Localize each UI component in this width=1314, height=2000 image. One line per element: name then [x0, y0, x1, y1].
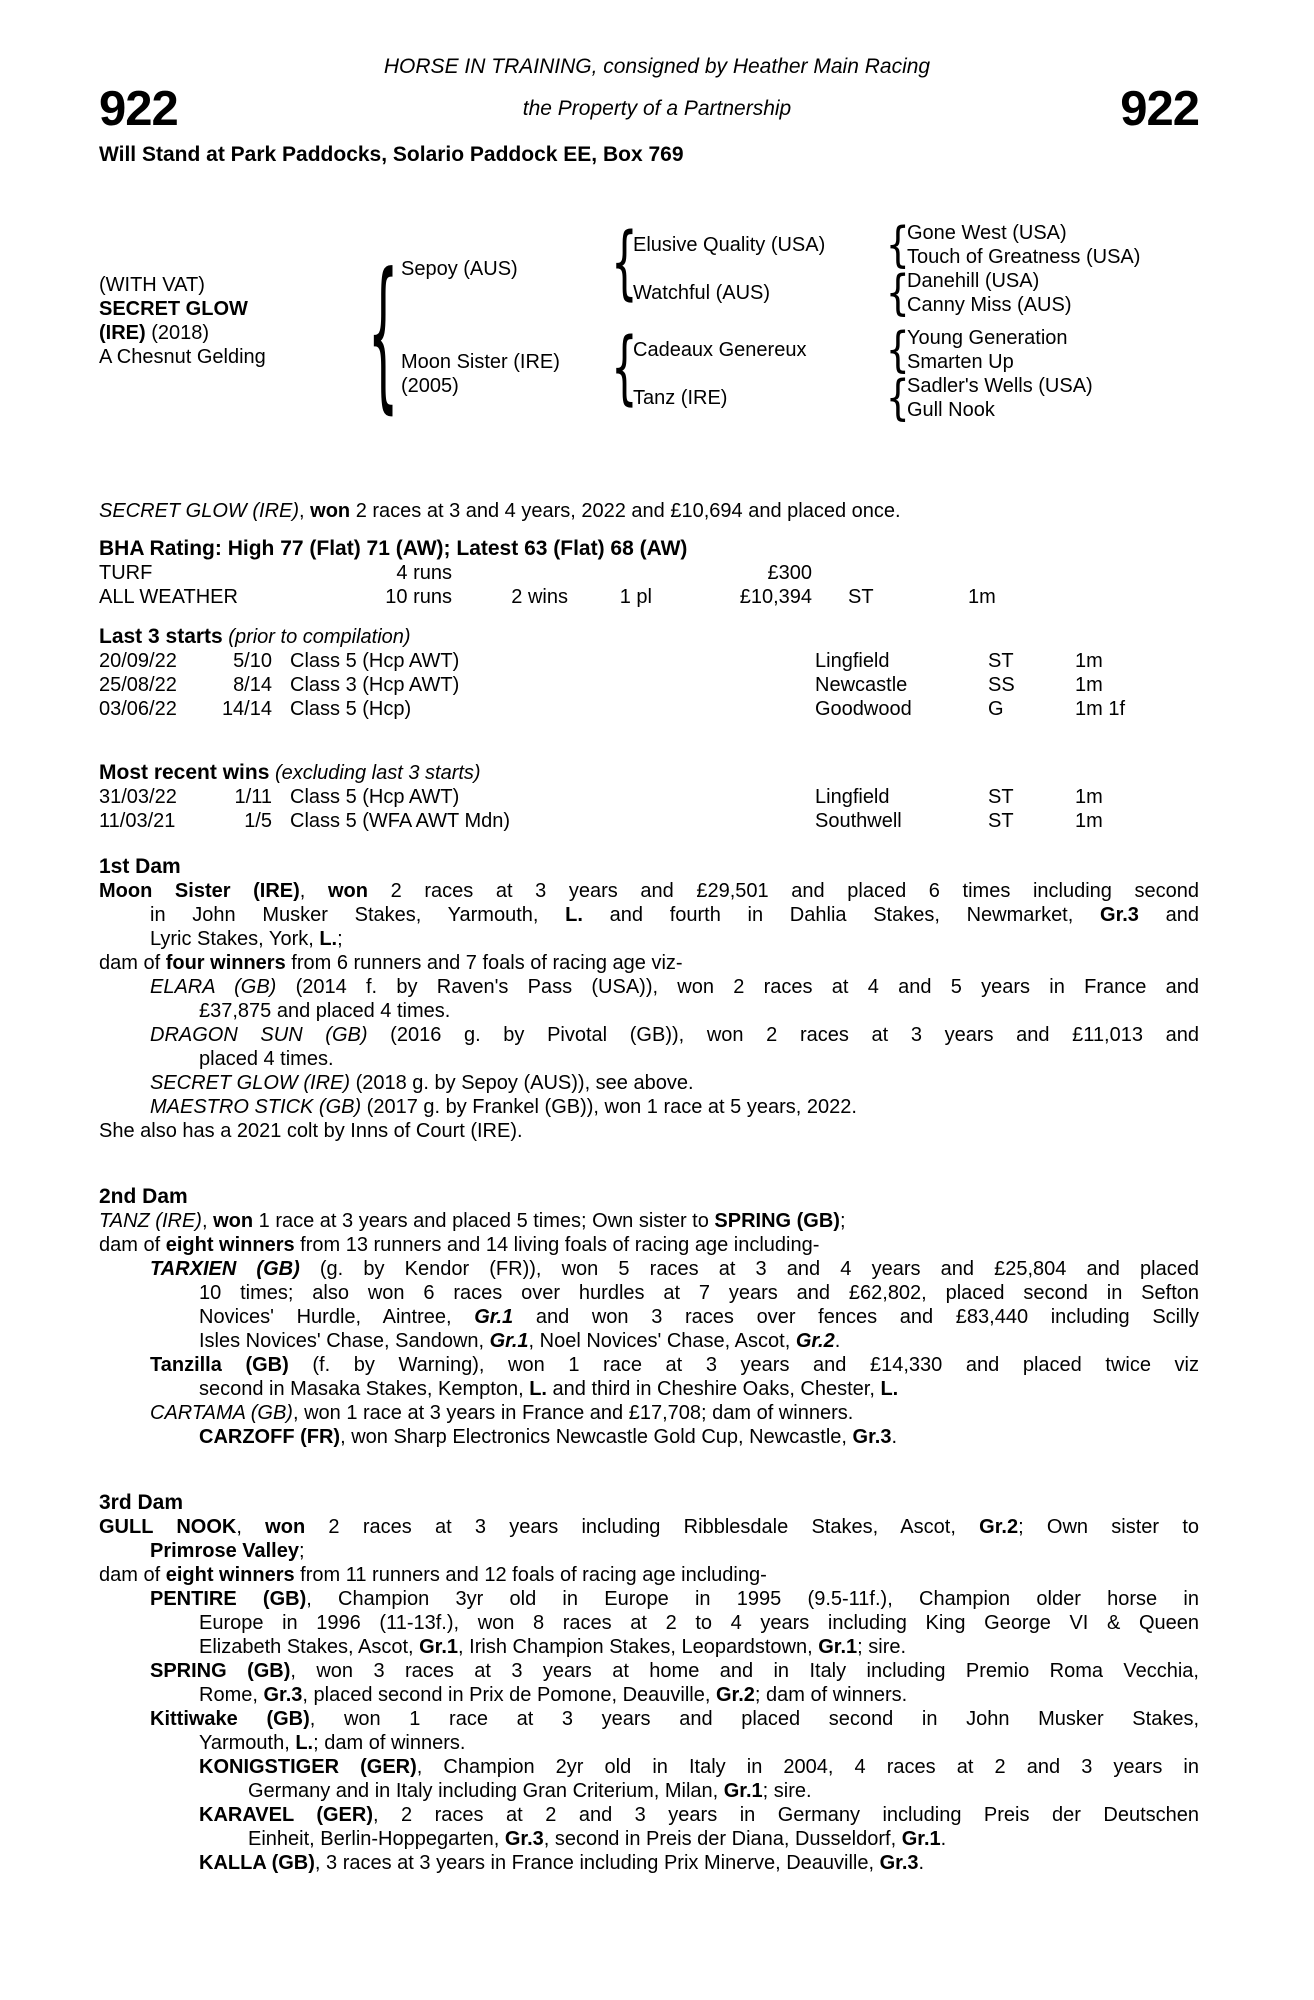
text-segment: ; sire. [762, 1780, 812, 1802]
paragraph-she-also [99, 1119, 1199, 1143]
start-row [99, 809, 1199, 833]
text-segment: KARAVEL (GER) [199, 1804, 373, 1826]
text-line [150, 999, 1199, 1023]
sire-name: Sepoy (AUS) [401, 258, 518, 280]
text-line [150, 1683, 1199, 1707]
paragraph-kalla [99, 1851, 1199, 1875]
text-segment: L. [295, 1732, 314, 1754]
record-prize: £300 [767, 562, 812, 584]
text-segment: SECRET GLOW (IRE) [150, 1072, 351, 1094]
great-grandparent-name: Gull Nook [907, 399, 995, 421]
great-grandparent-name: Canny Miss (AUS) [907, 294, 1072, 316]
text-segment: Einheit, Berlin-Hoppegarten, [248, 1828, 505, 1850]
text-segment: ; [298, 1540, 305, 1562]
record-wins: 2 wins [511, 586, 568, 608]
text-segment: L. [565, 904, 583, 926]
text-line [99, 1539, 1199, 1563]
start-position: 1/5 [244, 810, 272, 832]
text-segment: won [213, 1210, 254, 1232]
vat-note: (WITH VAT) [99, 274, 205, 296]
text-segment: , [299, 880, 328, 902]
paragraph-dam-of-winners [99, 951, 1199, 975]
paragraph-pentire [99, 1587, 1199, 1659]
last-3-starts-table [99, 649, 1199, 721]
text-line [150, 1401, 1199, 1425]
granddam-name: Watchful (AUS) [633, 282, 771, 304]
start-distance: 1m [1075, 810, 1103, 832]
paragraph-dam-of-winners [99, 1233, 1199, 1257]
start-date: 03/06/22 [99, 698, 177, 720]
pedigree-tree [99, 211, 1199, 427]
horse-name: SECRET GLOW [99, 298, 248, 320]
text-segment: eight winners [165, 1564, 295, 1586]
pedigree-brace [886, 269, 900, 317]
record-going [812, 561, 932, 585]
start-row [99, 649, 1199, 673]
text-segment: four winners [165, 952, 286, 974]
text-segment: ; Own sister to [1018, 1516, 1200, 1538]
consignor-line: HORSE IN TRAINING, consigned by Heather Main Racing [383, 55, 931, 78]
text-segment: , won 1 race at 3 years and placed second in John Musker Stakes, [309, 1708, 1199, 1730]
paragraph-moon-sister [99, 879, 1199, 951]
text-line [99, 1209, 1199, 1233]
text-segment: , Noel Novices' Chase, Ascot, [528, 1330, 796, 1352]
text-line [150, 1257, 1199, 1281]
text-line [199, 1827, 1199, 1851]
start-race-class: Class 3 (Hcp AWT) [290, 674, 460, 696]
record-places: 1 pl [619, 586, 652, 608]
start-race-class: Class 5 (Hcp AWT) [290, 786, 460, 808]
paragraph-tanzilla [99, 1353, 1199, 1401]
paragraph-gull-nook [99, 1515, 1199, 1563]
text-segment: dam of [99, 1234, 166, 1256]
text-line [150, 1023, 1199, 1047]
record-wins [452, 561, 568, 585]
text-segment: placed 4 times. [199, 1048, 334, 1070]
text-segment: eight winners [165, 1234, 295, 1256]
pedigree-brace [886, 326, 900, 374]
text-segment: Gr.2 [795, 1330, 835, 1352]
text-line [99, 879, 1199, 903]
text-line [199, 1803, 1199, 1827]
text-segment: Lyric Stakes, York, [150, 928, 320, 950]
text-segment: 10 times; also won 6 races over hurdles at 7 years and £62,802, placed second in Sefton [199, 1282, 1199, 1304]
text-segment: , Champion 2yr old in Italy in 2004, 4 races at 2 and 3 years in [416, 1756, 1199, 1778]
text-segment: and [1138, 904, 1200, 926]
text-segment: 1 race at 3 years and placed 5 times; Own sister to [253, 1210, 715, 1232]
text-segment: (prior to compilation) [228, 626, 411, 648]
paragraph-carzoff [99, 1425, 1199, 1449]
record-places [568, 561, 652, 585]
text-segment: , second in Preis der Diana, Dusseldorf, [543, 1828, 902, 1850]
pedigree-brace [886, 374, 900, 422]
text-segment: . [891, 1426, 898, 1448]
text-segment: , won 3 races at 3 years at home and in Italy including Premio Roma Vecchia, [290, 1660, 1199, 1682]
text-line [150, 1611, 1199, 1635]
text-segment: ; [839, 1210, 846, 1232]
start-date: 25/08/22 [99, 674, 177, 696]
text-segment: 2 races at 3 years and £29,501 and placed 6 times including second [367, 880, 1199, 902]
text-segment: dam of [99, 1564, 166, 1586]
text-segment: ; sire. [857, 1636, 907, 1658]
start-distance: 1m [1075, 674, 1103, 696]
text-segment: Gr.3 [1100, 904, 1139, 926]
text-segment: , 3 races at 3 years in France including Prix Minerve, Deauville, [314, 1852, 880, 1874]
paragraph-secret-glow [99, 1071, 1199, 1095]
text-segment: (2014 f. by Raven's Pass (USA)), won 2 races at 4 and 5 years in France and [276, 976, 1199, 998]
paragraph-tanz [99, 1209, 1199, 1233]
text-segment: Last 3 starts [99, 625, 223, 648]
text-segment: TANZ (IRE) [99, 1210, 202, 1232]
great-grandparent-name: Touch of Greatness (USA) [907, 246, 1141, 268]
start-row [99, 697, 1199, 721]
text-segment: Gr.3 [504, 1828, 544, 1850]
text-segment: Primrose Valley [150, 1540, 299, 1562]
text-segment: Gr.3 [879, 1852, 919, 1874]
text-segment: Gr.1 [818, 1636, 858, 1658]
horse-country-suffix: (IRE) [99, 322, 146, 344]
start-date: 20/09/22 [99, 650, 177, 672]
start-going: G [988, 698, 1004, 720]
paragraph-tarxien [99, 1257, 1199, 1353]
text-segment: Tanzilla (GB) [150, 1354, 289, 1376]
start-course: Goodwood [815, 698, 912, 720]
paragraph-maestro-stick [99, 1095, 1199, 1119]
paragraph-karavel [99, 1803, 1199, 1851]
text-segment: from 13 runners and 14 living foals of racing age including- [294, 1234, 820, 1256]
third-dam-heading: 3rd Dam [99, 1491, 184, 1514]
grandsire-name: Cadeaux Genereux [633, 339, 807, 361]
text-line [150, 1071, 1199, 1095]
text-segment: KONIGSTIGER (GER) [199, 1756, 417, 1778]
horse-foaling-year: (2018) [151, 322, 210, 344]
text-segment: Germany and in Italy including Gran Criterium, Milan, [248, 1780, 724, 1802]
great-grandparent-name: Young Generation [907, 327, 1068, 349]
horse-suffix-year [99, 321, 209, 345]
start-position: 14/14 [221, 698, 272, 720]
text-segment: , placed second in Prix de Pomone, Deauville, [302, 1684, 716, 1706]
great-grandparent-name: Sadler's Wells (USA) [907, 375, 1093, 397]
start-date: 11/03/21 [99, 810, 176, 832]
start-position: 5/10 [233, 650, 272, 672]
text-segment: Gr.1 [474, 1306, 514, 1328]
text-segment: L. [880, 1378, 899, 1400]
text-line [150, 1731, 1199, 1755]
start-going: ST [988, 650, 1014, 672]
start-course: Lingfield [815, 650, 890, 672]
start-distance: 1m [1075, 786, 1103, 808]
text-segment: Gr.1 [723, 1780, 763, 1802]
text-segment: (2017 g. by Frankel (GB)), won 1 race at 5 years, 2022. [361, 1096, 857, 1118]
text-line [150, 1377, 1199, 1401]
stand-location-line: Will Stand at Park Paddocks, Solario Paddock EE, Box 769 [99, 143, 684, 166]
text-segment: ELARA (GB) [150, 976, 277, 998]
text-segment: Isles Novices' Chase, Sandown, [199, 1330, 490, 1352]
text-segment: Moon Sister (IRE) [99, 880, 300, 902]
record-row-all-weather [99, 585, 1199, 609]
text-segment: , 2 races at 2 and 3 years in Germany including Preis der Deutschen [372, 1804, 1199, 1826]
text-segment: SPRING (GB) [714, 1210, 840, 1232]
text-segment: Kittiwake (GB) [150, 1708, 310, 1730]
text-segment: , won 1 race at 3 years in France and £17,708; dam of winners. [292, 1402, 854, 1424]
text-segment: , Champion 3yr old in Europe in 1995 (9.5-11f.), Champion older horse in [306, 1588, 1199, 1610]
race-record-table [99, 561, 1199, 609]
text-segment: MAESTRO STICK (GB) [150, 1096, 362, 1118]
text-segment: ; [337, 928, 343, 950]
recent-wins-heading [99, 761, 1199, 785]
text-segment: Gr.2 [979, 1516, 1019, 1538]
text-segment: (g. by Kendor (FR)), won 5 races at 3 and 4 years and £25,804 and placed [299, 1258, 1199, 1280]
paragraph-kittiwake [99, 1707, 1199, 1755]
great-grandparent-name: Gone West (USA) [907, 222, 1067, 244]
granddam-name: Tanz (IRE) [633, 387, 728, 409]
record-runs: 10 runs [385, 586, 452, 608]
text-segment: Gr.2 [715, 1684, 755, 1706]
start-going: SS [988, 674, 1015, 696]
start-race-class: Class 5 (Hcp AWT) [290, 650, 460, 672]
text-line [150, 1305, 1199, 1329]
text-segment: , [236, 1516, 266, 1538]
text-segment: in John Musker Stakes, Yarmouth, [150, 904, 566, 926]
start-date: 31/03/22 [99, 786, 177, 808]
recent-wins-table [99, 785, 1199, 833]
last-3-starts-heading [99, 625, 1199, 649]
lot-header-row [0, 83, 1314, 135]
start-race-class: Class 5 (WFA AWT Mdn) [290, 810, 511, 832]
text-segment: CARZOFF (FR) [199, 1426, 341, 1448]
record-surface: ALL WEATHER [99, 586, 238, 608]
start-course: Southwell [815, 810, 902, 832]
text-line [150, 1095, 1199, 1119]
text-segment: Gr.3 [263, 1684, 303, 1706]
text-segment: Gr.1 [489, 1330, 529, 1352]
text-segment: (2016 g. by Pivotal (GB)), won 2 races at 3 years and £11,013 and [367, 1024, 1200, 1046]
text-line [199, 1425, 1199, 1449]
text-segment: and won 3 races over fences and £83,440 including Scilly [513, 1306, 1200, 1328]
text-segment: GULL NOOK [99, 1516, 237, 1538]
text-segment: ; dam of winners. [754, 1684, 908, 1706]
second-dam-heading: 2nd Dam [99, 1185, 188, 1208]
text-line [99, 927, 1199, 951]
first-dam-heading: 1st Dam [99, 855, 181, 878]
text-segment: , [201, 1210, 214, 1232]
text-segment: PENTIRE (GB) [150, 1588, 307, 1610]
record-distance [932, 561, 1199, 585]
text-segment: won [265, 1516, 306, 1538]
start-position: 8/14 [233, 674, 272, 696]
text-line [99, 1233, 1199, 1257]
text-segment: (f. by Warning), won 1 race at 3 years and £14,330 and placed twice viz [288, 1354, 1199, 1376]
paragraph-spring [99, 1659, 1199, 1707]
text-segment: SPRING (GB) [150, 1660, 291, 1682]
start-position: 1/11 [234, 786, 272, 808]
text-segment: 2 races at 3 and 4 years, 2022 and £10,694 and placed once. [350, 500, 901, 522]
text-segment: . [918, 1852, 925, 1874]
text-line [99, 1515, 1199, 1539]
text-segment: and fourth in Dahlia Stakes, Newmarket, [582, 904, 1101, 926]
text-segment: DRAGON SUN (GB) [150, 1024, 368, 1046]
text-line [199, 1755, 1199, 1779]
text-segment: She also has a 2021 colt by Inns of Court (IRE). [99, 1120, 523, 1142]
text-segment: , Irish Champion Stakes, Leopardstown, [458, 1636, 819, 1658]
record-surface: TURF [99, 562, 153, 584]
start-distance: 1m [1075, 650, 1103, 672]
lot-number-right: 922 [1120, 82, 1199, 136]
text-segment: dam of [99, 952, 166, 974]
text-line [99, 903, 1199, 927]
record-row-turf [99, 561, 1199, 585]
text-segment: CARTAMA (GB) [150, 1402, 293, 1424]
text-segment: Gr.1 [901, 1828, 941, 1850]
text-segment: Gr.3 [852, 1426, 892, 1448]
great-grandparent-name: Danehill (USA) [907, 270, 1040, 292]
text-segment: Europe in 1996 (11-13f.), won 8 races at 2 to 4 years including King George VI & Queen [199, 1612, 1199, 1634]
text-line [150, 1281, 1199, 1305]
text-segment: . [940, 1828, 947, 1850]
text-segment: (2018 g. by Sepoy (AUS)), see above. [350, 1072, 694, 1094]
bha-rating-line: BHA Rating: High 77 (Flat) 71 (AW); Latest 63 (Flat) 68 (AW) [99, 537, 688, 560]
text-segment: Most recent wins [99, 761, 270, 784]
text-segment: second in Masaka Stakes, Kempton, [199, 1378, 530, 1400]
paragraph-konigstiger [99, 1755, 1199, 1803]
record-distance: 1m [968, 586, 996, 608]
text-segment: £37,875 and placed 4 times. [199, 1000, 451, 1022]
grandsire-name: Elusive Quality (USA) [633, 234, 826, 256]
lot-number-left: 922 [99, 82, 178, 136]
text-segment: won [310, 500, 351, 522]
start-race-class: Class 5 (Hcp) [290, 698, 412, 720]
text-line [99, 1119, 1199, 1143]
text-line [150, 1635, 1199, 1659]
start-course: Lingfield [815, 786, 890, 808]
text-line [150, 1329, 1199, 1353]
dam-year: (2005) [401, 375, 459, 397]
text-segment: Novices' Hurdle, Aintree, [199, 1306, 475, 1328]
race-summary [99, 499, 1199, 523]
record-going: ST [848, 586, 874, 608]
text-line [150, 1659, 1199, 1683]
text-segment: from 11 runners and 12 foals of racing age including- [294, 1564, 767, 1586]
text-segment: Elizabeth Stakes, Ascot, [199, 1636, 420, 1658]
text-line [199, 1851, 1199, 1875]
text-line [199, 1779, 1199, 1803]
pedigree-brace [611, 328, 627, 408]
paragraph-cartama [99, 1401, 1199, 1425]
start-going: ST [988, 786, 1014, 808]
text-segment: from 6 runners and 7 foals of racing age viz- [285, 952, 683, 974]
text-segment: , won Sharp Electronics Newcastle Gold Cup, Newcastle, [340, 1426, 853, 1448]
text-segment: SECRET GLOW (IRE) [99, 500, 300, 522]
pedigree-brace [886, 221, 900, 269]
text-line [150, 1353, 1199, 1377]
text-segment: , [299, 500, 311, 522]
text-segment: Rome, [199, 1684, 264, 1706]
text-segment: 2 races at 3 years including Ribblesdale Stakes, Ascot, [305, 1516, 980, 1538]
horse-description: A Chesnut Gelding [99, 346, 266, 368]
text-segment: . [834, 1330, 841, 1352]
start-row [99, 673, 1199, 697]
dam-name: Moon Sister (IRE) [401, 351, 560, 373]
pedigree-brace [368, 253, 386, 417]
text-line [150, 1047, 1199, 1071]
text-segment: L. [319, 928, 338, 950]
record-prize: £10,394 [739, 586, 812, 608]
text-segment: ; dam of winners. [313, 1732, 466, 1754]
text-segment: TARXIEN (GB) [150, 1258, 300, 1280]
text-segment: KALLA (GB) [199, 1852, 315, 1874]
property-line: the Property of a Partnership [522, 97, 792, 120]
paragraph-elara [99, 975, 1199, 1023]
start-course: Newcastle [815, 674, 908, 696]
great-grandparent-name: Smarten Up [907, 351, 1014, 373]
text-segment: and third in Cheshire Oaks, Chester, [546, 1378, 881, 1400]
text-line [99, 1563, 1199, 1587]
text-line [150, 1707, 1199, 1731]
text-line [150, 975, 1199, 999]
text-line [150, 1587, 1199, 1611]
paragraph-dam-of-winners [99, 1563, 1199, 1587]
text-segment: Yarmouth, [199, 1732, 296, 1754]
start-going: ST [988, 810, 1014, 832]
pedigree-brace [611, 223, 627, 303]
text-segment: (excluding last 3 starts) [274, 762, 481, 784]
text-line [99, 951, 1199, 975]
record-runs: 4 runs [396, 562, 452, 584]
text-segment: won [327, 880, 368, 902]
paragraph-dragon-sun [99, 1023, 1199, 1071]
start-distance: 1m 1f [1075, 698, 1126, 720]
text-segment: L. [529, 1378, 547, 1400]
text-segment: Gr.1 [419, 1636, 459, 1658]
start-row [99, 785, 1199, 809]
